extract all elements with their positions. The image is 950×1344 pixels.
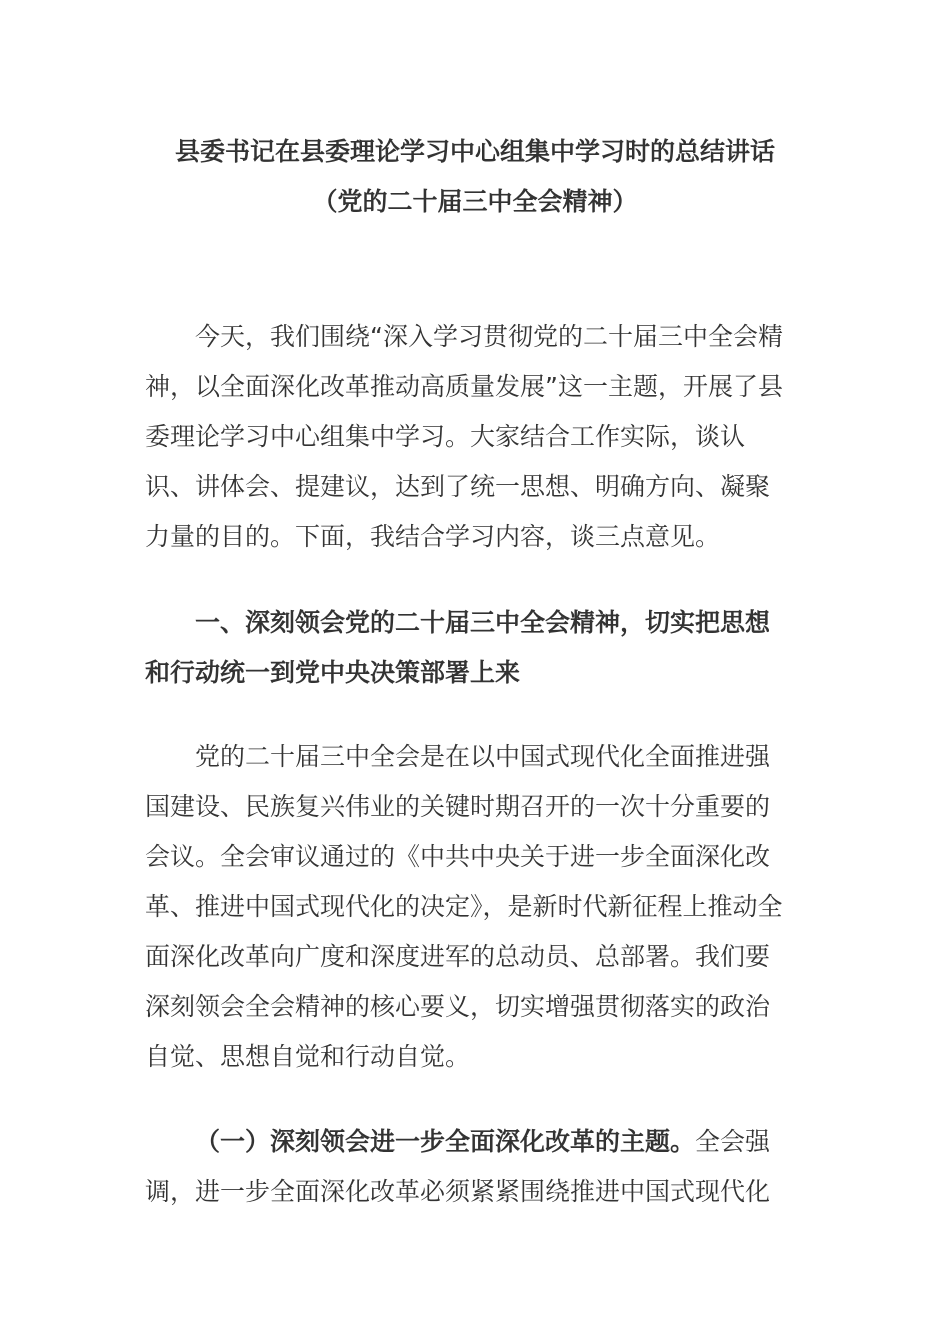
- section-paragraph-text: 党的二十届三中全会是在以中国式现代化全面推进强国建设、民族复兴伟业的关键时期召开的一次十分重要的会议。全会审议通过的《中共中央关于进一步全面深化改革、推进中国式现代化的决定》，是新时代新征程上推动全面深化改革向广度和深度进军的总动员、总部署。我们要深刻领会全会精神的核心要义，切实增强贯彻落实的政治自觉、思想自觉和行动自觉。: [145, 742, 783, 1071]
- document-subtitle: （党的二十届三中全会精神）: [312, 187, 638, 216]
- section-heading: [145, 598, 790, 698]
- section-heading-text: 一、深刻领会党的二十届三中全会精神，切实把思想和行动统一到党中央决策部署上来: [145, 608, 771, 687]
- intro-paragraph-text: 今天，我们围绕“深入学习贯彻党的二十届三中全会精神，以全面深化改革推动高质量发展”这一主题，开展了县委理论学习中心组集中学习。大家结合工作实际，谈认识、讲体会、提建议，达到了统一思想、明确方向、凝聚力量的目的。下面，我结合学习内容，谈三点意见。: [145, 322, 783, 551]
- section-paragraph: [145, 732, 790, 1082]
- document-title: 县委书记在县委理论学习中心组集中学习时的总结讲话: [174, 137, 775, 166]
- intro-paragraph: [145, 312, 790, 562]
- subsection-paragraph-text: [145, 1117, 790, 1217]
- subsection-paragraph: [145, 1117, 790, 1217]
- subsection-text: 全会强调，进一步全面深化改革必须紧紧围绕推进中国式现代化: [145, 1127, 771, 1206]
- subsection-heading: （一）深刻领会进一步全面深化改革的主题。: [195, 1127, 696, 1156]
